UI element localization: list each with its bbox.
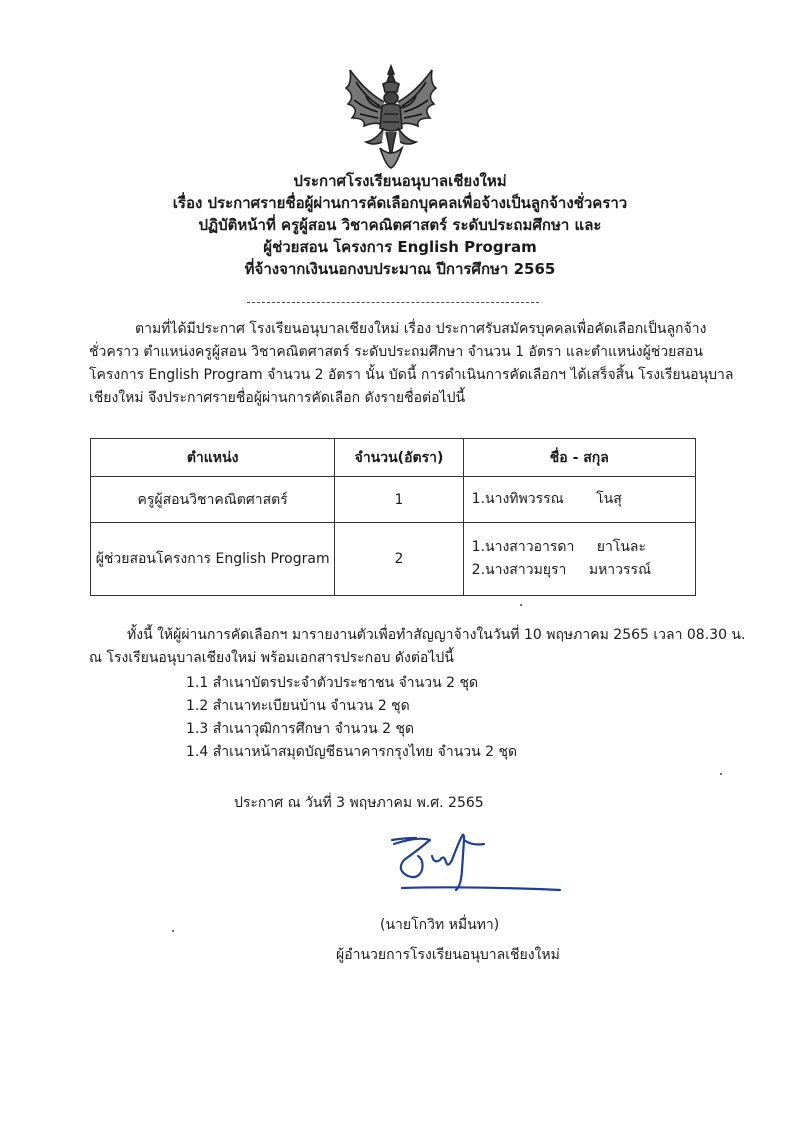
row-position: ครูผู้สอนวิชาคณิตศาสตร์ (91, 477, 335, 523)
table-row (91, 477, 696, 523)
announcement-date: ประกาศ ณ วันที่ 3 พฤษภาคม พ.ศ. 2565 (234, 795, 484, 811)
header-count: จำนวน(อัตรา) (335, 439, 463, 477)
last-name: โนสุ (596, 491, 622, 507)
row-names (463, 523, 695, 596)
header-name: ชื่อ - สกุล (463, 439, 695, 477)
scan-speck (520, 604, 522, 606)
name-entry (464, 559, 695, 582)
intro-line-2: ชั่วคราว ตำแหน่งครูผู้สอน วิชาคณิตศาสตร์ ระดับประถมศึกษา จำนวน 1 อัตรา และตำแหน่งผู้ช่วยสอน (89, 344, 703, 360)
first-name: 1.นางทิพวรรณ (471, 491, 564, 507)
row-count: 2 (335, 523, 463, 596)
header-position: ตำแหน่ง (91, 439, 335, 477)
intro-line-3: โครงการ English Program จำนวน 2 อัตรา นั้น บัดนี้ การดำเนินการคัดเลือกฯ ได้เสร็จสิ้น โรงเรียนอนุบาล (89, 367, 734, 383)
garuda-emblem-icon (336, 62, 446, 172)
list-item: 1.3 สำเนาวุฒิการศึกษา จำนวน 2 ชุด (186, 721, 415, 737)
results-table (90, 438, 696, 596)
last-name: ยาโนละ (596, 539, 647, 555)
intro-paragraph (89, 318, 734, 410)
header-line-1: ประกาศโรงเรียนอนุบาลเชียงใหม่ (293, 172, 507, 190)
header-line-4: ผู้ช่วยสอน โครงการ English Program (263, 238, 537, 256)
first-name: 1.นางสาวอารดา (471, 539, 575, 555)
name-entry (464, 536, 695, 559)
report-paragraph (89, 624, 769, 670)
report-line-2: ณ โรงเรียนอนุบาลเชียงใหม่ พร้อมเอกสารประกอบ ดังต่อไปนี้ (89, 650, 454, 666)
list-item: 1.4 สำเนาหน้าสมุดบัญชีธนาคารกรุงไทย จำนวน 2 ชุด (186, 744, 518, 760)
list-item: 1.2 สำเนาทะเบียนบ้าน จำนวน 2 ชุด (186, 698, 410, 714)
table-header-row (91, 439, 696, 477)
signer-name: (นายโกวิท หมื่นทา) (380, 917, 500, 933)
scan-speck (720, 773, 722, 775)
first-name: 2.นางสาวมยุรา (471, 562, 567, 578)
name-entry (464, 488, 695, 511)
last-name: มหาวรรณ์ (588, 562, 652, 578)
row-count: 1 (335, 477, 463, 523)
signer-title: ผู้อำนวยการโรงเรียนอนุบาลเชียงใหม่ (336, 947, 560, 963)
header-line-3: ปฏิบัติหน้าที่ ครูผู้สอน วิชาคณิตศาสตร์ ระดับประถมศึกษา และ (198, 216, 602, 234)
scan-speck (172, 930, 174, 932)
table-row (91, 523, 696, 596)
row-names (463, 477, 695, 523)
header-line-5: ที่จ้างจากเงินนอกงบประมาณ ปีการศึกษา 2565 (244, 260, 556, 278)
announcement-header (0, 170, 800, 280)
header-line-2: เรื่อง ประกาศรายชื่อผู้ผ่านการคัดเลือกบุคคลเพื่อจ้างเป็นลูกจ้างชั่วคราว (172, 194, 628, 212)
list-item: 1.1 สำเนาบัตรประจำตัวประชาชน จำนวน 2 ชุด (186, 675, 479, 691)
handwritten-signature-icon (388, 830, 563, 900)
intro-line-4: เชียงใหม่ จึงประกาศรายชื่อผู้ผ่านการคัดเลือก ดังรายชื่อต่อไปนี้ (89, 390, 466, 406)
row-position: ผู้ช่วยสอนโครงการ English Program (91, 523, 335, 596)
report-line-1: ทั้งนี้ ให้ผู้ผ่านการคัดเลือกฯ มารายงานตัวเพื่อทำสัญญาจ้างในวันที่ 10 พฤษภาคม 2565 เวลา 08.30 น. (127, 627, 746, 643)
intro-line-1: ตามที่ได้มีประกาศ โรงเรียนอนุบาลเชียงใหม่ เรื่อง ประกาศรับสมัครบุคคลเพื่อคัดเลือกเป็นลูกจ้าง (135, 321, 707, 337)
header-divider (247, 302, 539, 303)
document-list (186, 672, 517, 764)
